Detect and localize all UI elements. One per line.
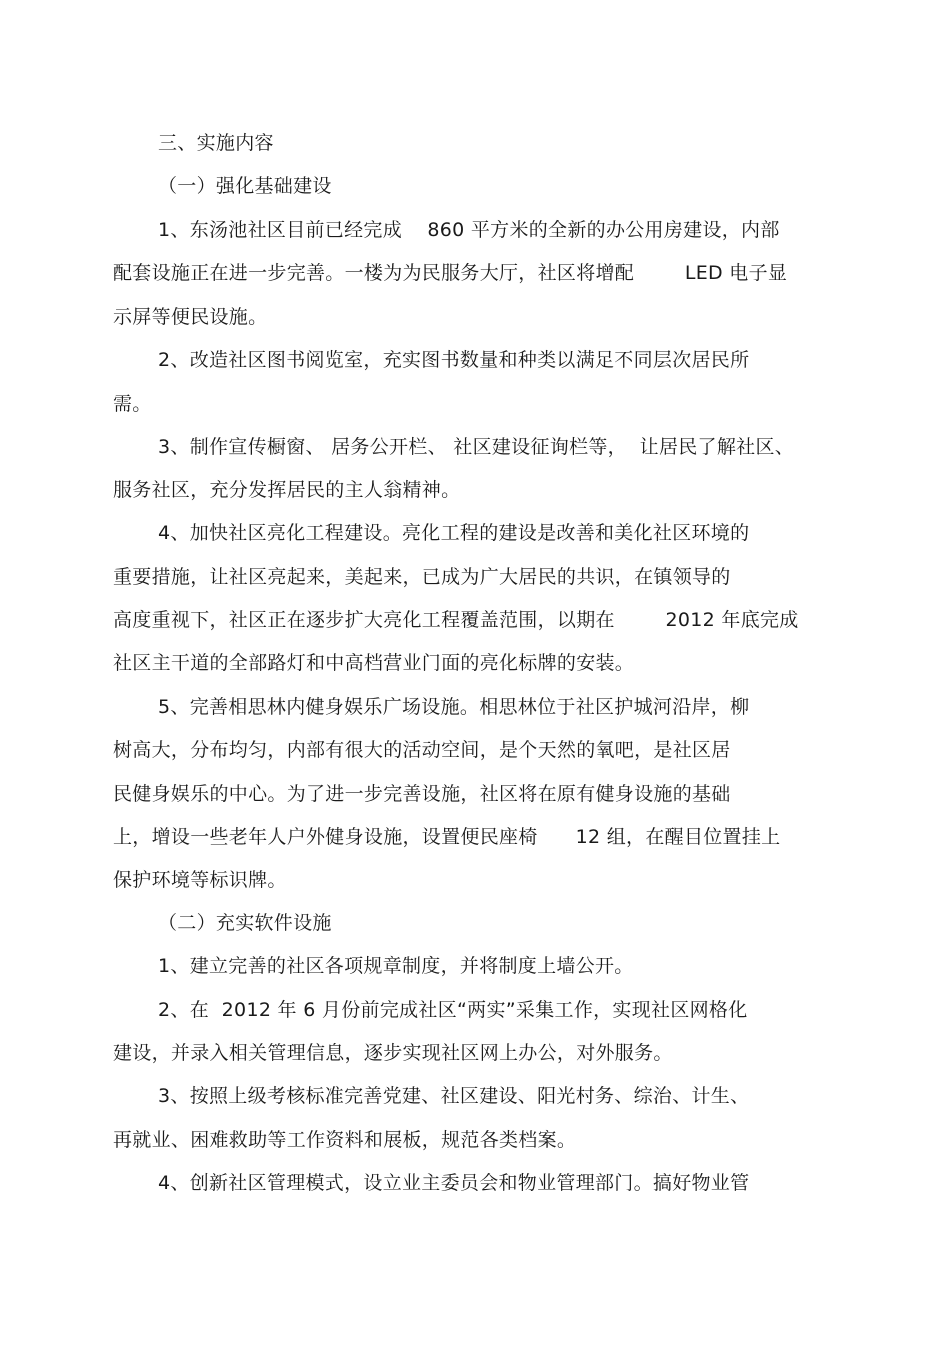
- text-line: 2、在 2012 年 6 月份前完成社区“两实”采集工作，实现社区网格化: [158, 999, 748, 1021]
- text-line: 3、制作宣传橱窗、 居务公开栏、 社区建设征询栏等， 让居民了解社区、: [158, 436, 795, 458]
- text-line: 5、完善相思林内健身娱乐广场设施。相思林位于社区护城河沿岸，柳: [158, 696, 750, 718]
- text-line: 再就业、困难救助等工作资料和展板，规范各类档案。: [113, 1129, 577, 1151]
- text-line: 2、改造社区图书阅览室，充实图书数量和种类以满足不同层次居民所: [158, 349, 750, 371]
- text-line: 需。: [113, 393, 152, 415]
- text-line: 配套设施正在进一步完善。一楼为为民服务大厅，社区将增配 LED 电子显: [113, 262, 788, 284]
- text-line: 重要措施，让社区亮起来，美起来，已成为广大居民的共识，在镇领导的: [113, 566, 731, 588]
- text-line: 社区主干道的全部路灯和中高档营业门面的亮化标牌的安装。: [113, 652, 635, 674]
- heading-part2: （二）充实软件设施: [158, 912, 332, 934]
- text-line: 建设，并录入相关管理信息，逐步实现社区网上办公，对外服务。: [113, 1042, 673, 1064]
- text-line: 4、创新社区管理模式，设立业主委员会和物业管理部门。搞好物业管: [158, 1172, 750, 1194]
- text-line: 1、东汤池社区目前已经完成 860 平方米的全新的办公用房建设，内部: [158, 219, 780, 241]
- text-line: 树高大，分布均匀，内部有很大的活动空间，是个天然的氧吧，是社区居: [113, 739, 731, 761]
- section-title: 三、实施内容: [158, 132, 274, 154]
- text-line: 3、按照上级考核标准完善党建、社区建设、阳光村务、综治、计生、: [158, 1085, 750, 1107]
- text-line: 上，增设一些老年人户外健身设施，设置便民座椅 12 组，在醒目位置挂上: [113, 826, 781, 848]
- text-line: 高度重视下，社区正在逐步扩大亮化工程覆盖范围，以期在 2012 年底完成: [113, 609, 799, 631]
- text-line: 民健身娱乐的中心。为了进一步完善设施，社区将在原有健身设施的基础: [113, 783, 731, 805]
- heading-part1: （一）强化基础建设: [158, 175, 332, 197]
- text-line: 保护环境等标识牌。: [113, 869, 287, 891]
- text-line: 示屏等便民设施。: [113, 306, 268, 328]
- text-line: 1、建立完善的社区各项规章制度，并将制度上墙公开。: [158, 955, 634, 977]
- text-line: 服务社区，充分发挥居民的主人翁精神。: [113, 479, 461, 501]
- text-line: 4、加快社区亮化工程建设。亮化工程的建设是改善和美化社区环境的: [158, 522, 750, 544]
